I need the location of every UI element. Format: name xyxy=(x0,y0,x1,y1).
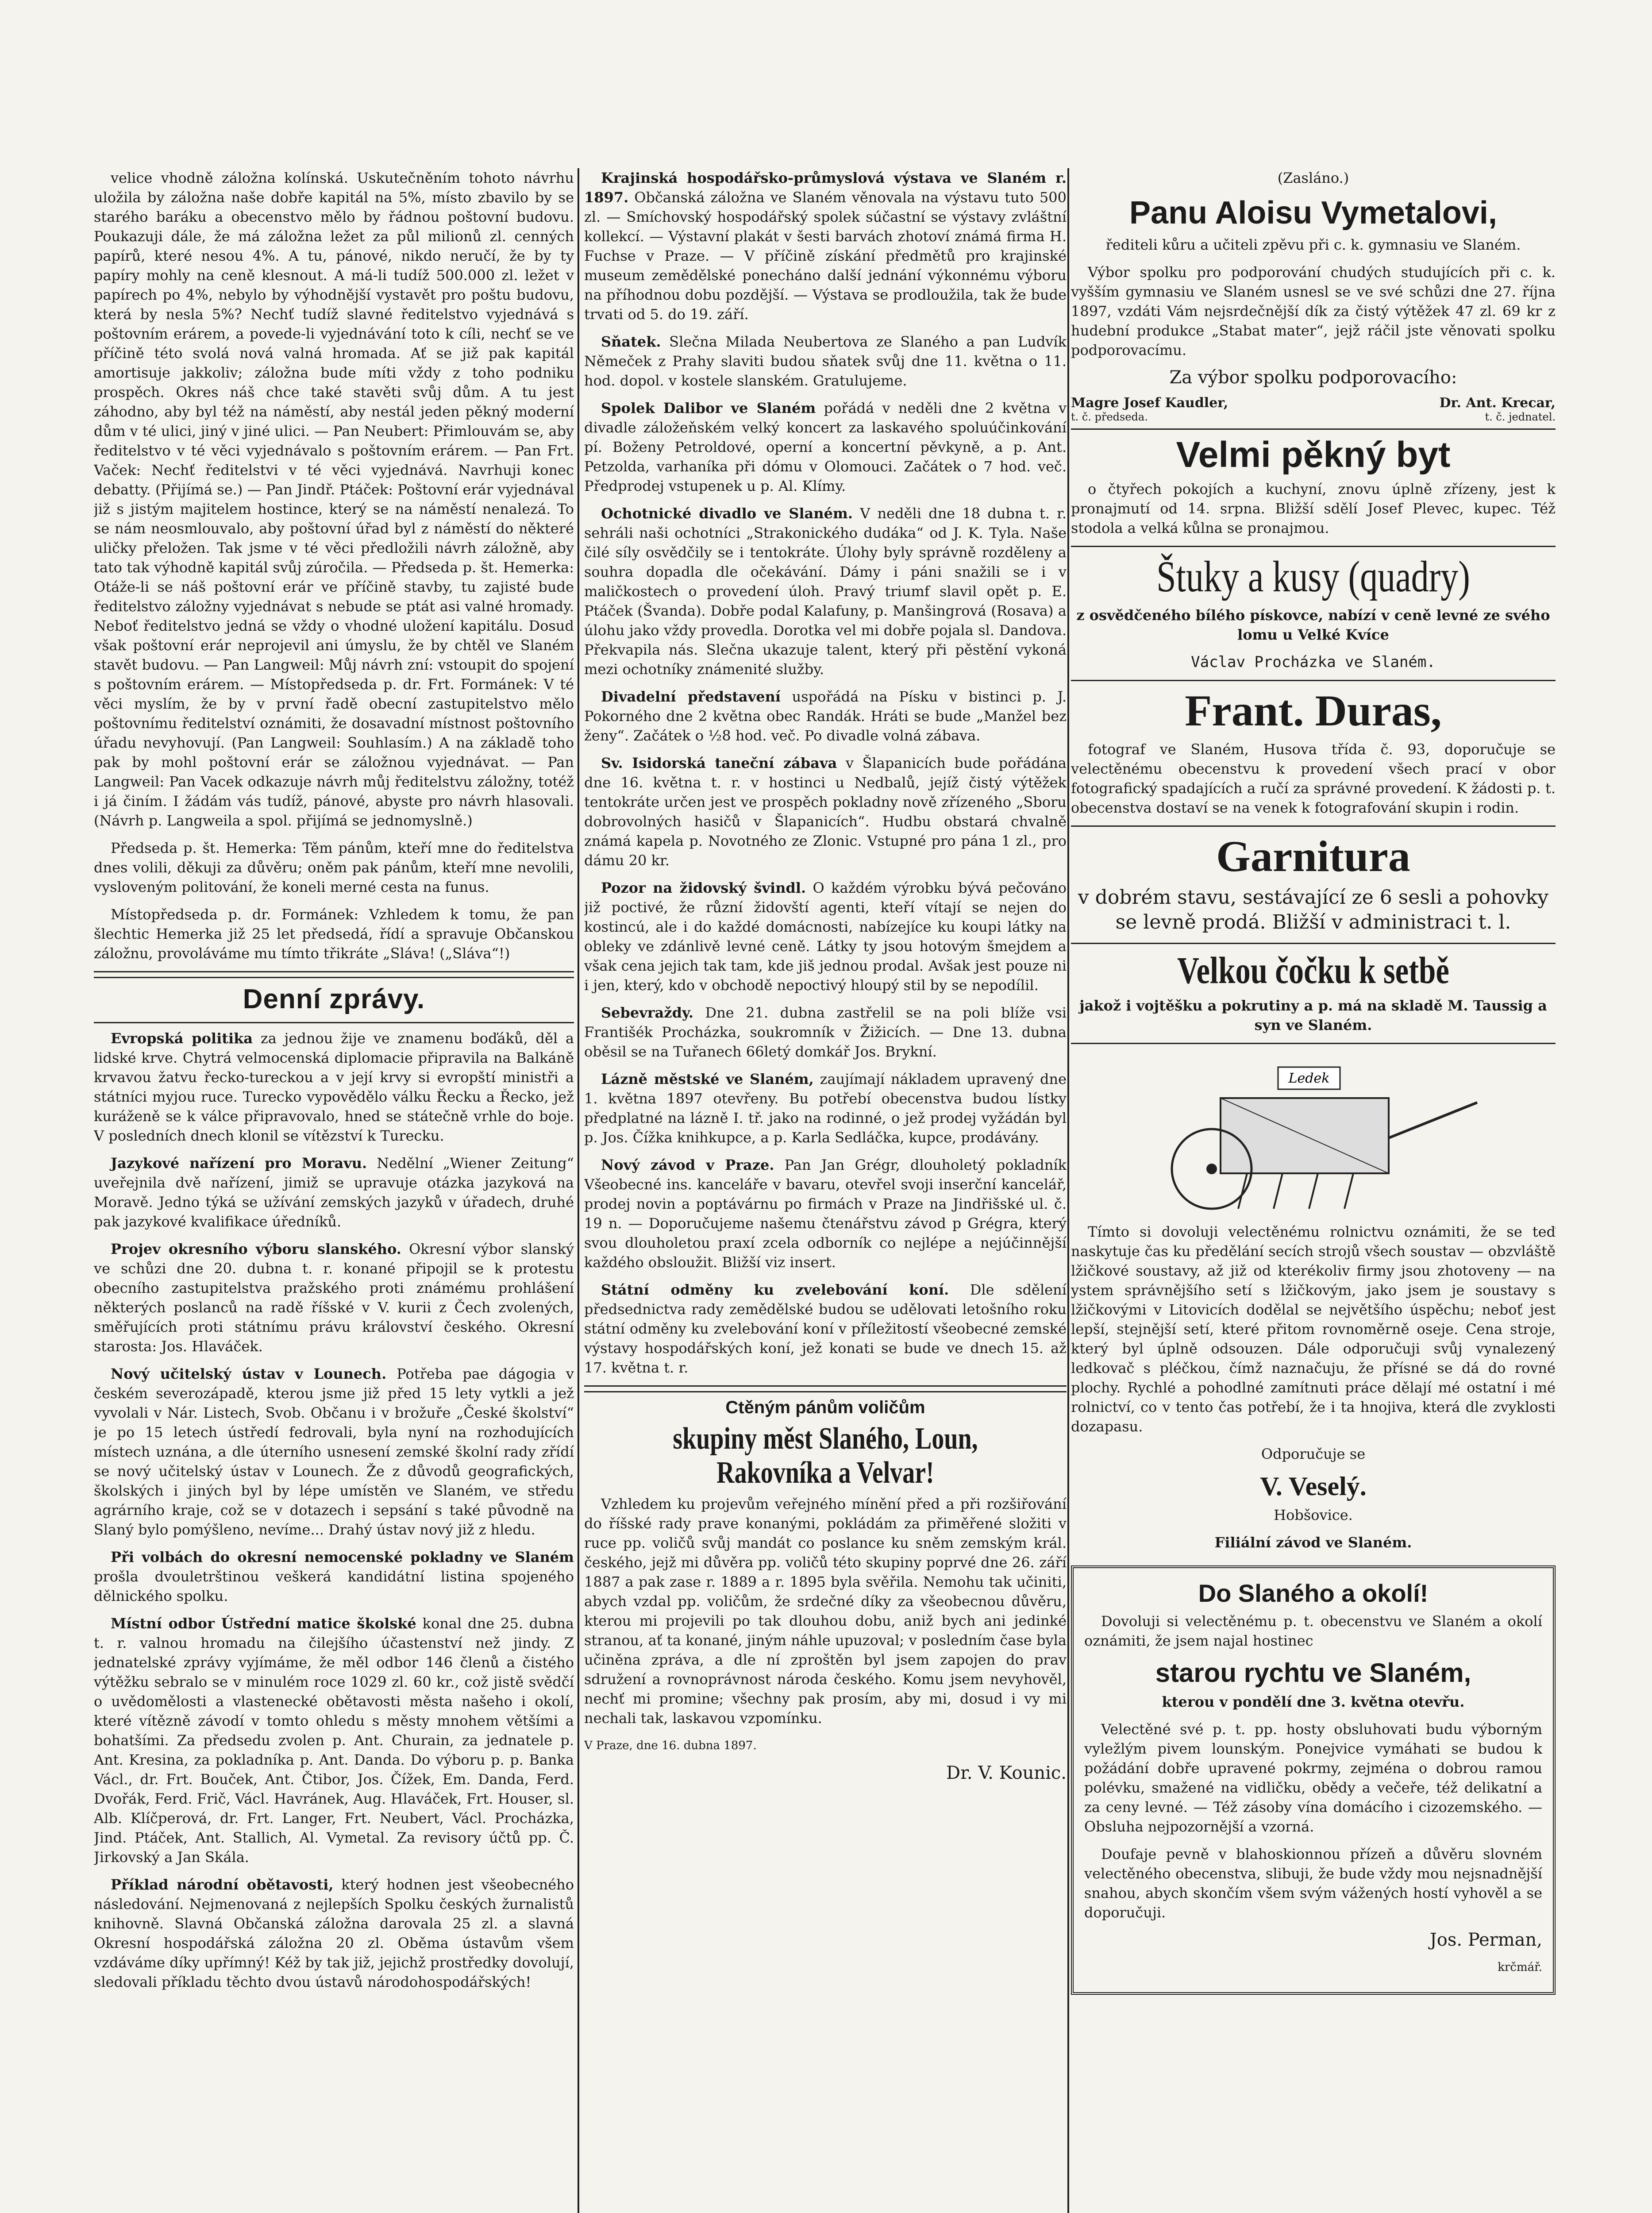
dedication-heading: Panu Aloisu Vymetalovi, xyxy=(1129,195,1497,231)
inn-ad-text: Velectěné své p. t. pp. hosty obsluhovati budu výborným vyležlým pivem lounským. Ponejvice vymáhati se budou k požádání dobře upravené pokrmy, zejména o dobrou ramou polévku, smažené na vidličku, obědy a večeře, též delikatní a za ceny levné. — Též zásoby vína domácího i cizozemského. — Obsluha nejpozornější a vzorná. xyxy=(1084,1720,1542,1835)
section-divider xyxy=(94,971,574,978)
ad-divider xyxy=(1071,428,1556,430)
news-item: Příklad národní obětavosti, který hodnen jest všeobecného následování. Nejmenovaná z nejlepších Spolku českých žurnalistů knihovně. Slavná Občanská záložna darovala 25 zl. a slavná Okresní hospodářská záložna 20 zl. Oběma ústavům všem vzdáváme díky upřímný! Kéž by tak již, jejichž prostředky dovolují, sledovali příkladu těchto dvou ústavů národohospodářských! xyxy=(94,1876,574,1990)
news-item: Spolek Dalibor ve Slaném pořádá v neděli dne 2 května v divadle záložeňském velký koncert za laskavého spoluúčinkování pí. Boženy Petroldové, operní a koncertní pěvkyně, a p. Ant. Petzolda, varhaníka při dómu v Olomouci. Začátek o 7 hod. več. Předprodej vstupenek u p. Al. Klímy. xyxy=(584,400,1067,494)
news-item: Evropská politika za jednou žije ve znamenu boďáků, děl a lidské krve. Chytrá velmocenská diplomacie připravila na Balkáně krvavou žatvu řecko-tureckou a v její krvy si evropští ministři a státníci myjou ruce. Turecko vypovědělo válku Řecku a Řecko, jež kuráženě se k válce připravovalo, hned se státečně vrhle do boje. V posledních dnech klonil se vítězství k Turecku. xyxy=(94,1030,574,1144)
inn-ad-box xyxy=(1071,1565,1556,1995)
ad-divider xyxy=(1071,825,1556,827)
signature-left: Magre Josef Kaudler, xyxy=(1071,395,1228,411)
news-item: Sebevraždy. Dne 21. dubna zastřelil se na poli blíže vsi Františék Procházka, soukromník v Žižicích. — Dne 13. dubna oběsil se na Tuřanech 66letý domkář Jos. Brykní. xyxy=(584,1004,1067,1060)
plough-label: Ledek xyxy=(1288,1070,1329,1086)
inn-ad-name: starou rychtu ve Slaném, xyxy=(1155,1658,1471,1688)
news-item: Sňatek. Slečna Milada Neubertova ze Slaného a pan Ludvík Němeček z Prahy slaviti budou sňatek svůj dne 11. května o 11. hod. dopol. v kostele slanském. Gratulujeme. xyxy=(584,333,1067,389)
meeting-report-2: Předseda p. št. Hemerka: Těm pánům, kteří mne do ředitelstva dnes volili, děkuji za důvěru; oněm pak pánům, kteří mne nevolili, vysloveným politování, že koneli merné cesta na funus. xyxy=(94,840,574,895)
inn-ad-signature: Jos. Perman, xyxy=(1429,1929,1542,1950)
inn-ad-heading: Do Slaného a okolí! xyxy=(1198,1579,1429,1607)
seed-drill-branch: Filiální závod ve Slaném. xyxy=(1214,1534,1412,1551)
column-rule-1 xyxy=(578,168,579,2213)
lentil-ad-text: jakož i vojtěšku a pokrutiny a p. má na skladě M. Taussig a syn ve Slaném. xyxy=(1079,997,1547,1033)
seed-drill-place: Hobšovice. xyxy=(1274,1506,1353,1523)
seed-drill-illustration xyxy=(1132,1049,1495,1218)
news-item: Lázně městské ve Slaném, zaujímají nákladem upravený dne 1. května 1897 otevřeny. Bu potřebí obecenstva budou lístky předplatné na lázně I. tř. jako na rodinné, o jež prodej vyžádán byl p. Jos. Čížka knihkupce, a p. Karla Sedláčka, kupce, prodávány. xyxy=(584,1071,1067,1146)
news-item: Projev okresního výboru slanského. Okresní výbor slanský ve schůzi dne 20. dubna t. r. konané připojil se k protestu obecního zastupitelstva pražského proti známému prohlášení některých poslanců na radě říšské v V. kurii z Čech zvolených, směřujících proti státnímu právu království českého. Okresní starosta: Jos. Hlaváček. xyxy=(94,1241,574,1355)
news-item: Krajinská hospodářsko-průmyslová výstava ve Slaném r. 1897. Občanská záložna ve Slaném věnovala na výstavu tuto 500 zl. — Smíchovský hospodářský spolek súčastní se výstavy zvláštní kollekcí. — Výstavní plakát v šesti barvách zhotoví známá firma H. Fuchse v Praze. — V příčině získání předmětů pro krajinské museum zemědělské ponecháno další jednání výkonnému výboru na příhodnou dobu pozdější. — Výstava se prodloužila, tak že bude trvati od 5. do 19. září. xyxy=(584,170,1067,323)
signature-roles xyxy=(1071,411,1556,423)
news-item: Jazykové nařízení pro Moravu. Nedělní „Wiener Zeitung“ uveřejnila dvě nařízení, jimiž se upravuje otázka jazyková na Moravě. Jedno týká se užívání zemských jazyků v úřadech, druhé pak jazykové kvalifikace úředníků. xyxy=(94,1155,574,1230)
signatures xyxy=(1071,395,1556,411)
news-item: Při volbách do okresní nemocenské pokladny ve Slaném prošla dvouletrštinou veškerá kandidátní listina spojeného dělnického spolku. xyxy=(94,1549,574,1604)
signature-left-role: t. č. předseda. xyxy=(1071,411,1148,424)
stone-ad-signature: Václav Procházka ve Slaném. xyxy=(1191,653,1436,671)
inn-ad-text-2: Doufaje pevně v blahoskionnou přízeň a důvěru slovném velectěného obecenstva, slibuji, že bude vždy mou nejsnadnější snahou, abych skončím všem svým vážených hostí vyhověl a se doporučuji. xyxy=(1084,1845,1542,1921)
signature-right: Dr. Ant. Krecar, xyxy=(1439,395,1556,411)
ad-divider xyxy=(1071,546,1556,547)
news-item: Divadelní představení uspořádá na Písku v bistinci p. J. Pokorného dne 2 května obec Randák. Hráti se bude „Manžel bez ženy“. Začátek o ½8 hod. več. Po divadle volná zábava. xyxy=(584,688,1067,744)
column-2 xyxy=(584,168,1067,2213)
news-item: Sv. Isidorská taneční zábava v Šlapanicích bude pořádána dne 16. května t. r. v hostinci u Nedbalů, jejíž čistý výtěžek tentokráte určen jest ve prospěch pokladny nově zřízeného „Sboru dobrovolných hasičů v Šlapanicích“. Hudbu obstará chvalně známá kapela p. Novotného ze Zlonic. Vstupné pro pána 1 zl., pro dámu 20 kr. xyxy=(584,755,1067,869)
inn-ad-opening: kterou v pondělí dne 3. května otevřu. xyxy=(1162,1693,1465,1710)
lentil-ad-heading: Velkou čočku k setbě xyxy=(1177,949,1449,992)
seed-drill-signature: V. Veselý. xyxy=(1260,1471,1367,1501)
meeting-report-3: Místopředseda p. dr. Formánek: Vzhledem k tomu, že pan šlechtic Hemerka již 25 let předsedá, řídí a spravuje Občanskou záložnu, provoláváme mu tímto třikráte „Sláva! („Sláva“!) xyxy=(94,906,574,962)
news-item: Pozor na židovský švindl. O každém výrobku bývá pečováno již poctivé, že různí židovští agenti, kteří vítají se nejen do kostincú, ale i do každé domácnosti, nabízejíce ku koupi látky na obleky ve zdánlivě levné ceně. Látky ty jsou hotovým šmejdem a však cena jejich tak tam, kde jiš jednou prodal. Avšak jest pouze ni i jen, který, kdo v obchodě nepoctivý hloupý stil by se nepodílil. xyxy=(584,879,1067,994)
news-item: Nový učitelský ústav v Lounech. Potřeba pae dágogia v českém severozápadě, kterou jsme již před 15 lety vytkli a jež vyvolali v Nár. Listech, Svob. Občanu i v brožuře „České školství“ je po 15 letech ústředí fedrovali, byla nyní na rozhodujících místech uznána, a dle úterního usnesení zemské školní rady zřídí se nový učitelský ústav v Lounech. Že z důvodů geografických, školských i jiných byl by lépe umístěn ve Slaném, ve středu agrárního kraje, což se v dotazech i sepsání s také původně na Slaný bylo pomýšleno, nevíme... Drahý ústav nový již z hledu. xyxy=(94,1365,574,1538)
signature-right-role: t. č. jednatel. xyxy=(1485,411,1556,424)
photo-ad-text: fotograf ve Slaném, Husova třída č. 93, doporučuje se velectěnému obecenstvu k provedení všech prací v obor fotografický spadajících a ručí za správné provedení. K žádosti p. t. obecenstva dostaví se na venek k fotografování skupin i rodin. xyxy=(1071,741,1556,817)
dedication-sub: řediteli kůru a učiteli zpěvu při c. k. gymnasiu ve Slaném. xyxy=(1105,236,1521,254)
news-item: Nový závod v Praze. Pan Jan Grégr, dlouholetý pokladník Všeobecné ins. kanceláře v bavaru, otevřel svoji inserční kancelář, prodej novin a poptávárnu po firmách v Praze na Jindřišské ul. č. 19 n. — Doporučujeme našemu čtenářstvu závod p Grégra, který svou dlouholetou praxí zcela odborník co nejlépe a nejúčinnější každého obsloužit. Bližší viz insert. xyxy=(584,1157,1067,1271)
column-rule-2 xyxy=(1067,168,1069,2213)
section-divider xyxy=(584,1385,1067,1392)
column-3 xyxy=(1071,168,1556,2213)
seed-drill-closing: Odporučuje se xyxy=(1261,1445,1366,1462)
seed-drill-ad-text: Tímto si dovoluji velectěnému rolnictvu oznámiti, že se teď naskytuje čas ku předělání secích strojů všech soustav — obzvláště lžičkové soustavy, až již od kterékoliv firmy jsou zhotoveny — na ystem správnějšího setí s lžičkovým, jako jsem je soustavy s lžičkovými v Litovicích dodělal se největšího úspěchu; neboť jest lepší, stejnější setí, které přitom rovnoměrně oseje. Cena stroje, který byl úplně odsouzen. Dále odporučuji svůj vynalezený ledkovač s pléčkou, čímž naznačuju, že přísné se dá do rovné plochy. Rychlé a pohodlné zamítnuti práce dělají mé ostatní i mé rolnictví, co v tento čas potřebí, že i ta hnojiva, která dle zvyklosti dozapasu. xyxy=(1071,1223,1556,1435)
committee-label: Za výbor spolku podporovacího: xyxy=(1169,367,1457,388)
furniture-ad-heading: Garnitura xyxy=(1216,832,1410,881)
zaslano-label: (Zasláno.) xyxy=(1277,170,1349,186)
ad-date: V Praze, dne 16. dubna 1897. xyxy=(584,1739,757,1752)
ad-body: Vzhledem ku projevům veřejného mínění před a při rozšiřování do říšské rady prave konanými, pokládám za přiměřené složiti v ruce pp. voličů svůj mandát co poslance ku sněm zemským král. českého, jejž mi důvěra pp. voličů této skupiny poprvé dne 26. září 1887 a pak zase r. 1889 a r. 1895 byla svěřila. Nemohu tak učiniti, abych vzdal pp. voličům, že srdečné díky za všeobecnou důvěru, kterou mi projevili po tak dlouhou dobu, aniž bych ani jedinké stranou, ať ta konané, jiným náhle upuzoval; v posledním čase byla učiněna zpráva, a dle ní zproštěn byl jsem zapojen do prav sdružení a rovnoprávnost národa českého. Komu jsem nevyhověl, nechť mi promine; všechny pak prosím, aby mi, dosud i vy mi nechali tak, laskavou vzpomínku. xyxy=(584,1496,1067,1727)
news-item: Státní odměny ku zvelebování koní. Dle sdělení předsednictva rady zemědělské budou se udělovati letošního roku státní odměny ku zvelebování koní v příležitostí všeobecné zemské výstavy hospodářských koní, jež konati se bude ve dnech 15. až 17. května t. r. xyxy=(584,1281,1067,1376)
ad-signature: Dr. V. Kounic. xyxy=(946,1763,1067,1783)
flat-ad-heading: Velmi pěkný byt xyxy=(1176,435,1451,475)
inn-ad-intro: Dovoluji si velectěnému p. t. obecenstvu ve Slaném a okolí oznámiti, že jsem najal hostinec xyxy=(1084,1612,1542,1649)
meeting-report: velice vhodně záložna kolínská. Uskutečněním tohoto návrhu uložila by záložna naše dobře kapitál na 5%, místo zbavilo by se starého baráku a obecenstvo mělo by řádnou poštovní budovu. Poukazuji dále, že má záložna ležet za půl milionů zl. cenných papírů, které nesou 4%. A tu, pánové, nikdo neručí, že by ty papíry mohly na ceně klesnout. A má-li tudíž 500.000 zl. ležet v papírech po 4%, nebylo by výhodnější vystavět pro poštu budovu, která by nesla 5%? Nechť tudíž slavné ředitelstvo vyjednává s poštovním erárem, a povede-li vyjednávání toto k cíli, nechť se ve příčině této svolá nová valná hromada. Ať se již pak kapitál amortisuje jakkoliv; záložna bude míti vždy z toho podniku prospěch. Okres náš chce také stavěti svůj dům. A tu jest záhodno, aby byl též na náměstí, aby nestál jeden pěkný moderní dům v té ulici, jiný v jiné ulici. — Pan Neubert: Přimlouvám se, aby ředitelstvo v té věci vyjednávalo s poštovním erárem. — Pan Frt. Vaček: Nechť ředitelstvi v té věci vyjednává. Navrhuji konec debatty. (Přijímá se.) — Pan Jindř. Ptáček: Poštovní erár vyjednával již s jistým majitelem hostince, který se na náměstí nenalezá. To se nám neosmlouvalo, aby poštovní úřad byl z náměstí do některé uličky přeložen. Tak jsme v té věci předložili návrh záložně, aby tato tak výhodně kapitál svůj zúročila. — Předseda p. št. Hemerka: Otáže-li se náš poštovní erár ve příčině stavby, tu zajisté bude ředitelstvo záložny vyjednávat s nebude se ptát asi valné hromady. Neboť ředitelstvo jedná se vždy o vhodné uložení kapitálu. Dosud však poštovní erár neprojevil ani úmyslu, že by chtěl ve Slaném stavět budovu. — Pan Langweil: Můj návrh zní: vstoupit do spojení s poštovním erárem. — Místopředseda p. dr. Frt. Formánek: V té věci myslím, že by v první řadě obecní zastupitelstvo mělo poštovnímu ředitelství oznámiti, že dosavadní místnost poštovního úřadu nevyhovují. (Pan Langweil: Souhlasím.) A na základě toho pak by mohl poštovní erár se záložnou vyjednávat. — Pan Langweil: Pan Vacek odkazuje návrh můj ředitelstvu záložny, totéž i já činím. I žádám vás tudíž, pánové, abyste pro návrh hlasovali. (Návrh p. Langweila a spol. přijímá se jednomyslně.) xyxy=(94,170,574,829)
stone-ad-heading: Štuky a kusy (quadry) xyxy=(1156,552,1470,601)
dedication-text: Výbor spolku pro podporování chudých studujících při c. k. vyšším gymnasiu ve Slaném usnesl se ve své schůzi dne 27. října 1897, vzdáti Vám nejsrdečnější dík za čistý výtěžek 47 zl. 69 kr z hudební produkce „Stabat mater“, jejž ráčil jste věnovati spolku podporovacímu. xyxy=(1071,264,1556,359)
stone-ad-text: z osvědčeného bílého pískovce, nabízí v ceně levné ze svého lomu u Velké Kvíce xyxy=(1076,607,1550,644)
ad-divider xyxy=(1071,680,1556,681)
inn-ad-signature-role: krčmář. xyxy=(1498,1960,1542,1974)
photo-ad-heading: Frant. Duras, xyxy=(1185,686,1442,736)
ad-heading: skupiny měst Slaného, Loun, Rakovníka a Velvar! xyxy=(673,1422,978,1490)
ad-divider xyxy=(1071,1043,1556,1044)
ad-divider xyxy=(1071,943,1556,944)
ad-title: Ctěným pánům voličům xyxy=(725,1398,925,1417)
news-item: Místní odbor Ústřední matice školské konal dne 25. dubna t. r. valnou hromadu na čilejšího účastenství než jindy. Z jednatelské zprávy vyjímáme, že měl odbor 146 členů a čistého výtěžku sebralo se v minulém roce 1029 zl. 60 kr., což jistě svědčí o uvědomělosti a vlastenecké obětavosti města našeho i okolí, které vítězně závodí v tomto ohledu s městy mnohem většími a bohatšími. Za předsedu zvolen p. Ant. Churain, za jednatele p. Ant. Kresina, za pokladníka p. Ant. Danda. Do výboru p. p. Banka Václ., dr. Frt. Bouček, Ant. Čtibor, Jos. Čížek, Em. Danda, Ferd. Dvořák, Ferd. Frič, Václ. Havránek, Aug. Hlaváček, Frt. Houser, sl. Alb. Klíčperová, dr. Frt. Langer, Frt. Neubert, Václ. Procházka, Jind. Ptáček, Ant. Stallich, Al. Vymetal. Za revisory účtů pp. Č. Jirkovský a Jan Skála. xyxy=(94,1615,574,1866)
column-1 xyxy=(94,168,574,2213)
section-heading: Denní zprávy. xyxy=(243,984,425,1014)
section-divider xyxy=(94,1022,574,1023)
furniture-ad-text: v dobrém stavu, sestávající ze 6 sesli a pohovky se levně prodá. Bližší v administraci t. l. xyxy=(1078,886,1549,934)
flat-ad-text: o čtyřech pokojích a kuchyní, znovu úplně zřízeny, jest k pronajmutí od 14. srpna. Bližší sdělí Josef Plevec, kupec. Též stodola a velká kůlna se pronajmou. xyxy=(1071,481,1556,537)
news-item: Ochotnické divadlo ve Slaném. V neděli dne 18 dubna t. r. sehráli naši ochotníci „Strakonického dudáka“ od J. K. Tyla. Naše čilé síly osvědčily se i tentokráte. Úlohy byly správně rozděleny a souhra dopadla dle očekávání. Dámy i páni snažili se i v maličkostech o provedení úloh. Pravý triumf slavil opět p. E. Ptáček (Švanda). Dobře podal Kalafuny, p. Manšingrová (Rosava) a úlohu jako vždy provedla. Dorotka vel mi dobře pojala sl. Dandova. Překvapila nás. Slečna ukazuje talent, který při pěstění vykoná mezi ochotníky známenité služby. xyxy=(584,505,1067,678)
